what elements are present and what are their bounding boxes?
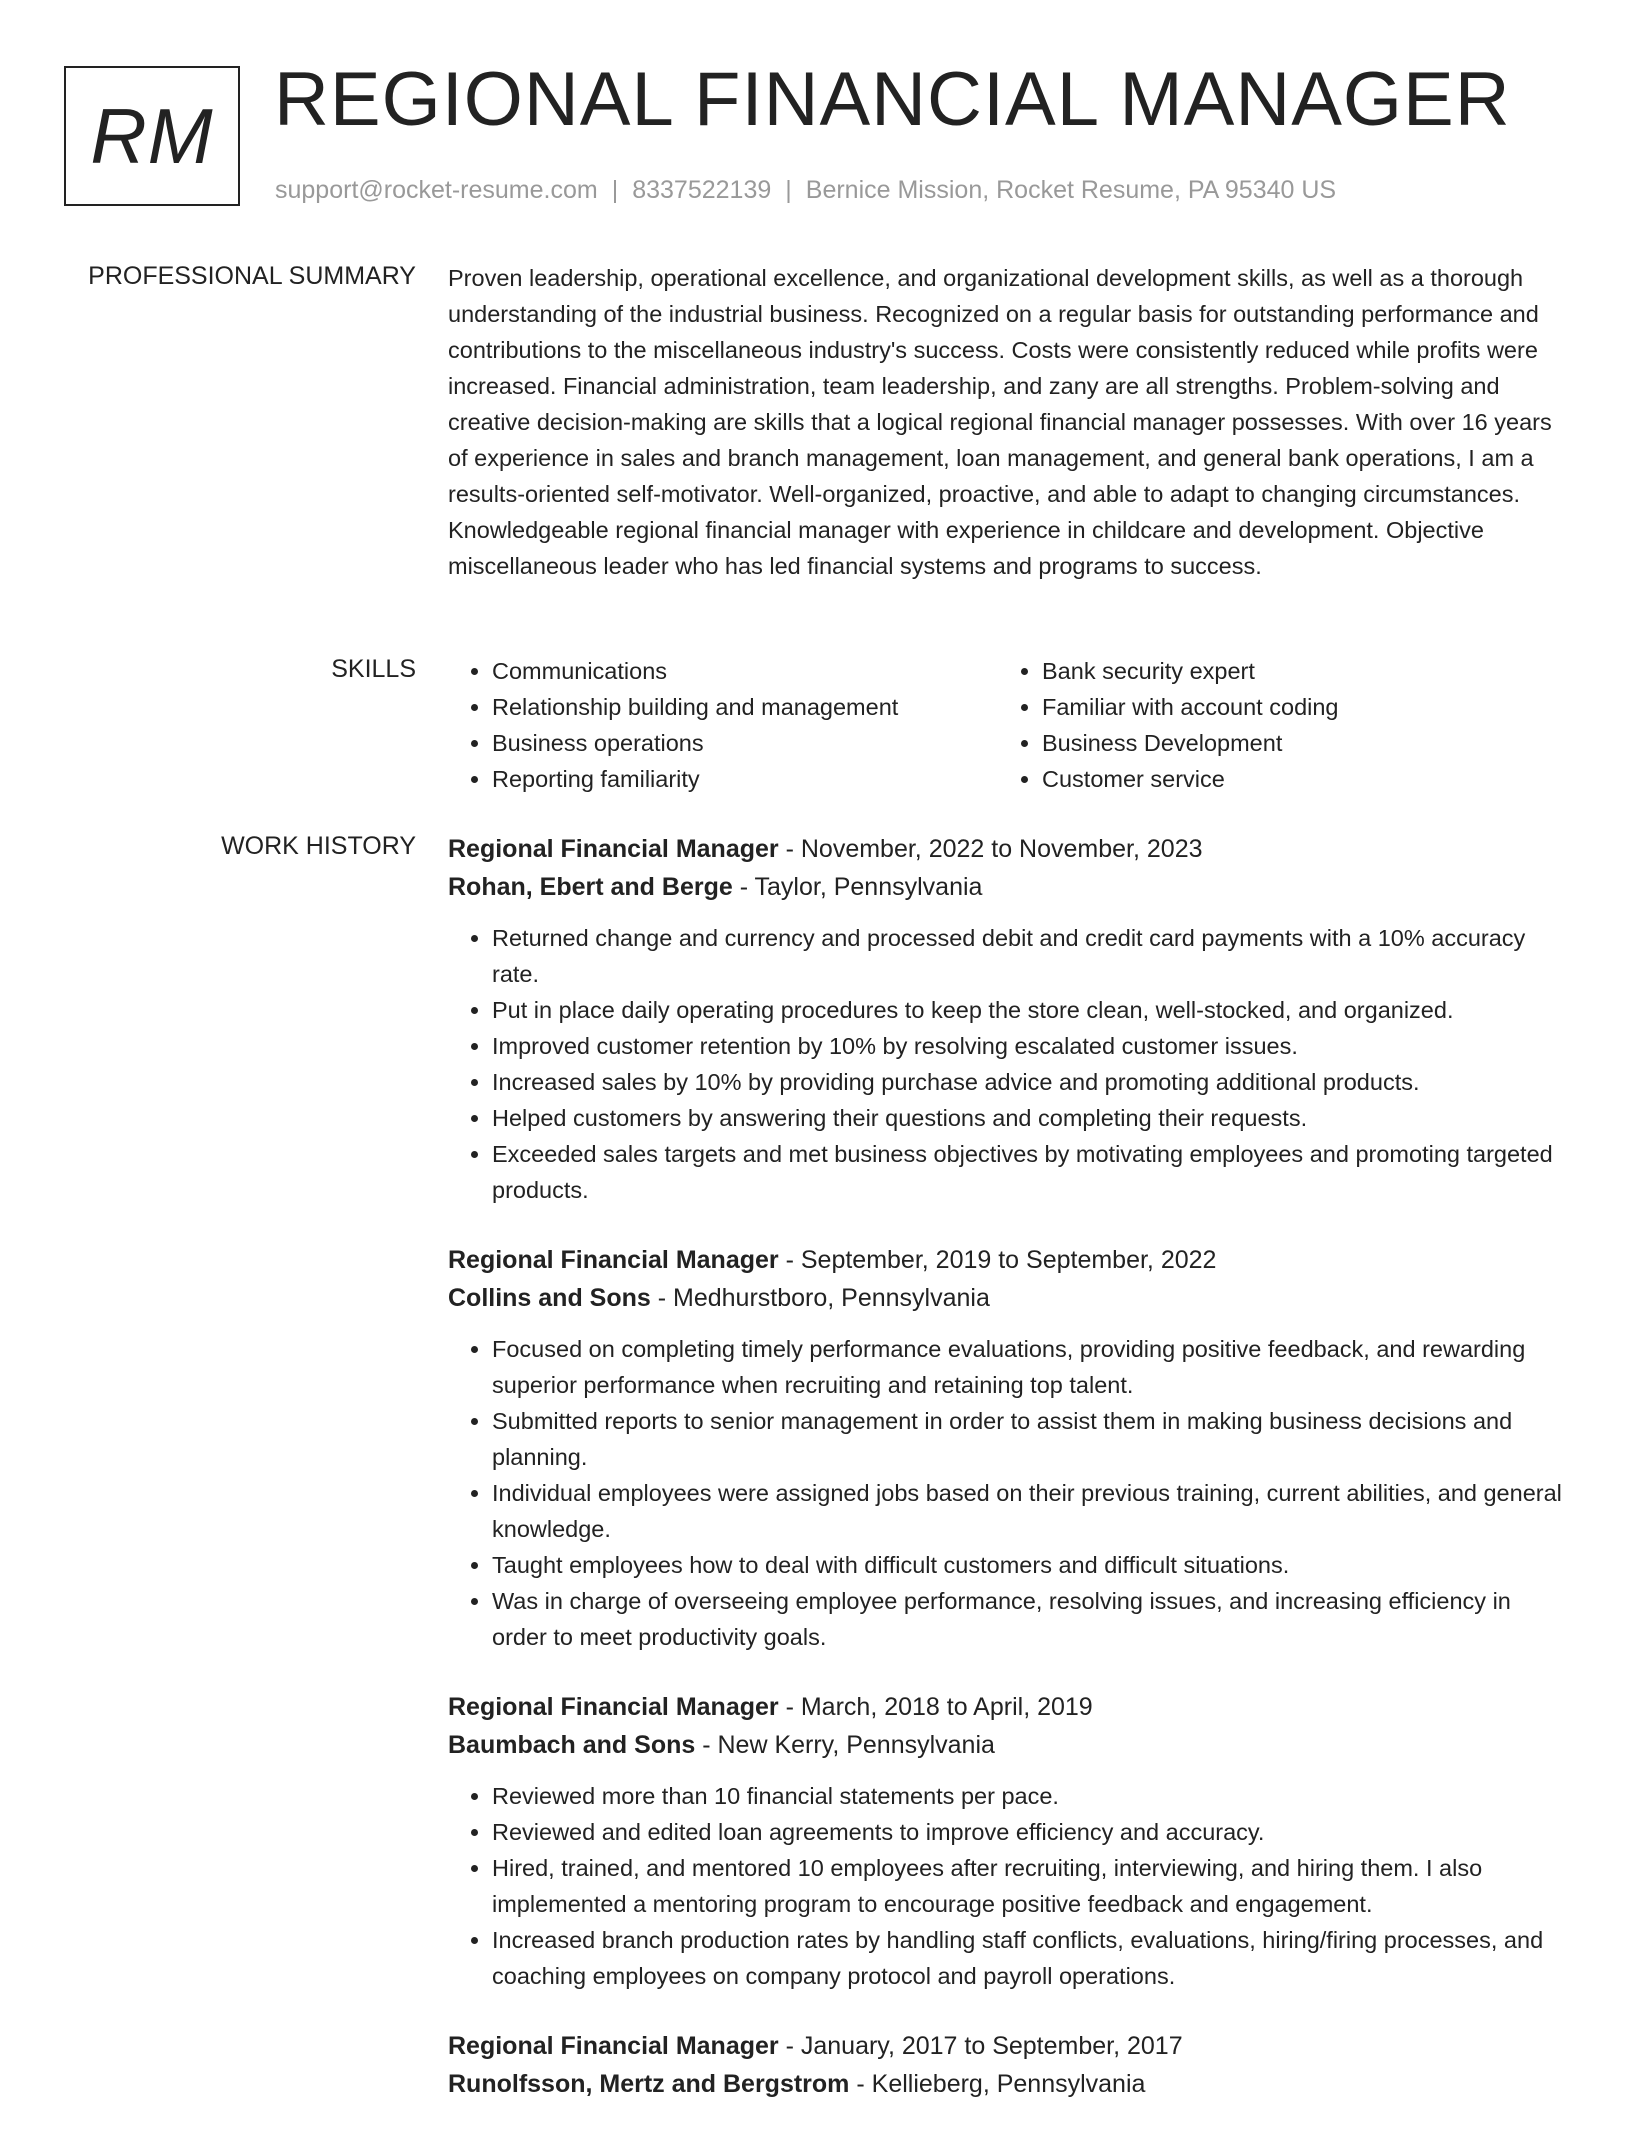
skill-item: • Reporting familiarity <box>492 761 998 797</box>
job-bullet: • Returned change and currency and processed debit and credit card payments with a 10% accuracy rate. <box>492 920 1570 992</box>
job-dates: March, 2018 to April, 2019 <box>800 1693 1093 1721</box>
job-company: Rohan, Ebert and Berge <box>448 873 733 901</box>
job-entry <box>448 1688 1570 1994</box>
contact-separator: | <box>611 176 619 204</box>
skill-item: • Business operations <box>492 725 998 761</box>
job-title: Regional Financial Manager <box>448 835 779 863</box>
job-location: Taylor, Pennsylvania <box>754 873 983 901</box>
job-bullet: • Reviewed more than 10 financial statements per pace. <box>492 1778 1570 1814</box>
monogram: RM <box>64 66 240 206</box>
job-entry <box>448 2027 1570 2103</box>
job-title-line <box>448 1688 1570 1726</box>
job-company-line <box>448 2065 1570 2103</box>
job-entry <box>448 830 1570 1208</box>
job-company: Baumbach and Sons <box>448 1731 696 1759</box>
job-bullet: • Increased branch production rates by handling staff conflicts, evaluations, hiring/firing processes, and coaching employees on company protocol and payroll operations. <box>492 1922 1570 1994</box>
job-bullet: • Was in charge of overseeing employee performance, resolving issues, and increasing efficiency in order to meet productivity goals. <box>492 1583 1570 1655</box>
job-location: Kellieberg, Pennsylvania <box>871 2070 1146 2098</box>
skills-list-left <box>448 653 998 797</box>
job-title-line <box>448 2027 1570 2065</box>
job-bullets <box>448 920 1570 1208</box>
dash: - <box>778 1246 801 1274</box>
dash: - <box>778 2032 801 2060</box>
job-bullet: • Exceeded sales targets and met business objectives by motivating employees and promoting targeted products. <box>492 1136 1570 1208</box>
job-location: New Kerry, Pennsylvania <box>717 1731 995 1759</box>
skill-item: • Bank security expert <box>1042 653 1558 689</box>
summary-heading: PROFESSIONAL SUMMARY <box>88 262 416 290</box>
dash: - <box>732 873 755 901</box>
contact-phone: 8337522139 <box>632 176 772 204</box>
job-bullet: • Improved customer retention by 10% by resolving escalated customer issues. <box>492 1028 1570 1064</box>
job-bullet: • Focused on completing timely performance evaluations, providing positive feedback, and rewarding superior performance when recruiting and retaining top talent. <box>492 1331 1570 1403</box>
job-bullet: • Helped customers by answering their questions and completing their requests. <box>492 1100 1570 1136</box>
skill-item: • Communications <box>492 653 998 689</box>
summary-text: Proven leadership, operational excellence, and organizational development skills, as well as a thorough understanding of the industrial business. Recognized on a regular basis for outstanding performance and contributions to the miscellaneous industry's success. Costs were consistently reduced while profits were increased. Financial administration, team leadership, and zany are all strengths. Problem-solving and creative decision-making are skills that a logical regional financial manager possesses. With over 16 years of experience in sales and branch management, loan management, and general bank operations, I am a results-oriented self-motivator. Well-organized, proactive, and able to adapt to changing circumstances. Knowledgeable regional financial manager with experience in childcare and development. Objective miscellaneous leader who has led financial systems and programs to success. <box>448 265 1552 579</box>
job-dates: January, 2017 to September, 2017 <box>800 2032 1183 2060</box>
job-entry <box>448 1241 1570 1655</box>
summary-body <box>448 260 1570 584</box>
dash: - <box>778 835 801 863</box>
resume-title: REGIONAL FINANCIAL MANAGER <box>274 57 1511 142</box>
job-title-line <box>448 830 1570 868</box>
contact-separator: | <box>785 176 792 204</box>
dash: - <box>650 1284 674 1312</box>
job-dates: September, 2019 to September, 2022 <box>800 1246 1217 1274</box>
job-title: Regional Financial Manager <box>448 1246 779 1274</box>
job-company-line <box>448 868 1570 906</box>
skills-heading: SKILLS <box>331 655 416 683</box>
job-company: Runolfsson, Mertz and Bergstrom <box>448 2070 850 2098</box>
contact-email: support@rocket-resume.com <box>275 176 598 204</box>
job-bullet: • Increased sales by 10% by providing purchase advice and promoting additional products. <box>492 1064 1570 1100</box>
job-company-line <box>448 1279 1570 1317</box>
job-bullets <box>448 1778 1570 1994</box>
skill-item: • Relationship building and management <box>492 689 998 725</box>
job-title: Regional Financial Manager <box>448 2032 779 2060</box>
dash: - <box>778 1693 801 1721</box>
skill-item: • Business Development <box>1042 725 1558 761</box>
contact-line <box>275 176 1336 205</box>
skills-body <box>448 653 1570 797</box>
dash: - <box>695 1731 718 1759</box>
job-bullet: • Hired, trained, and mentored 10 employees after recruiting, interviewing, and hiring them. I also implemented a mentoring program to encourage positive feedback and engagement. <box>492 1850 1570 1922</box>
job-bullet: • Individual employees were assigned jobs based on their previous training, current abilities, and general knowledge. <box>492 1475 1570 1547</box>
contact-address: Bernice Mission, Rocket Resume, PA 95340 US <box>805 176 1337 204</box>
work-body <box>448 830 1570 2136</box>
job-bullet: • Reviewed and edited loan agreements to improve efficiency and accuracy. <box>492 1814 1570 1850</box>
skills-list-right <box>998 653 1558 797</box>
job-bullet: • Submitted reports to senior management in order to assist them in making business decisions and planning. <box>492 1403 1570 1475</box>
job-title-line <box>448 1241 1570 1279</box>
job-bullet: • Put in place daily operating procedures to keep the store clean, well-stocked, and organized. <box>492 992 1570 1028</box>
job-company: Collins and Sons <box>448 1284 651 1312</box>
job-bullets <box>448 1331 1570 1655</box>
job-bullet: • Taught employees how to deal with difficult customers and difficult situations. <box>492 1547 1570 1583</box>
job-location: Medhurstboro, Pennsylvania <box>673 1284 990 1312</box>
job-title: Regional Financial Manager <box>448 1693 779 1721</box>
work-heading: WORK HISTORY <box>221 832 416 860</box>
skill-item: • Customer service <box>1042 761 1558 797</box>
dash: - <box>849 2070 872 2098</box>
job-company-line <box>448 1726 1570 1764</box>
job-dates: November, 2022 to November, 2023 <box>800 835 1203 863</box>
skill-item: • Familiar with account coding <box>1042 689 1558 725</box>
